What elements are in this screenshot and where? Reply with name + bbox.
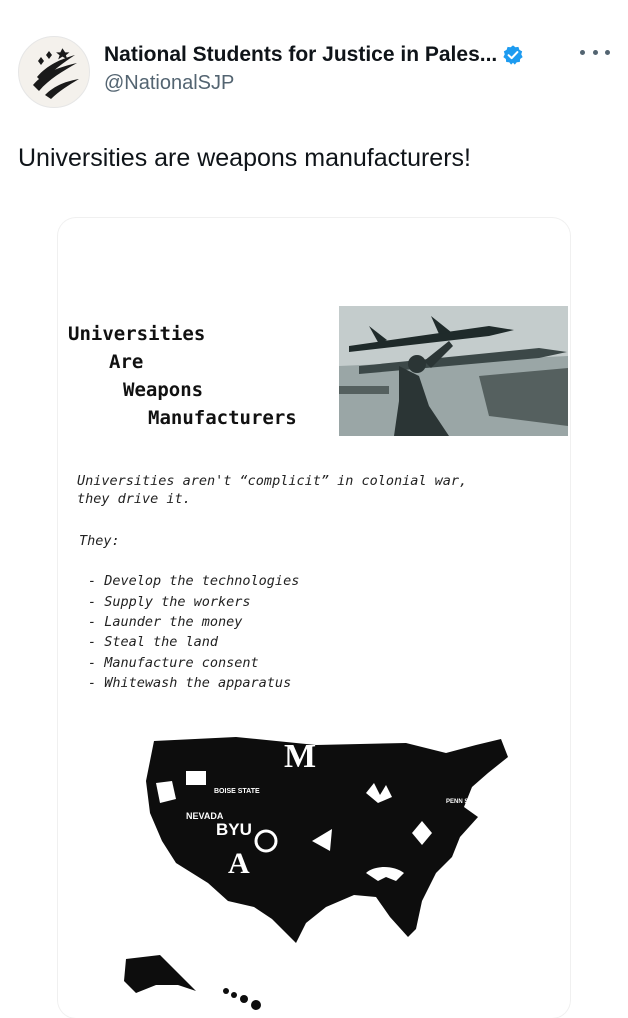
author-display-name[interactable]: National Students for Justice in Pales...: [104, 43, 498, 66]
soldier-missile-illustration: [339, 306, 568, 436]
map-logo-nevada: NEVADA: [186, 811, 224, 821]
map-logo-penn-state: PENN STATE: [446, 799, 484, 805]
poster-title-line-1: Universities: [68, 323, 206, 345]
poster-title-line-4: Manufacturers: [148, 407, 297, 429]
poster-list-item: - Launder the money: [88, 614, 243, 630]
poster-they-label: They:: [79, 533, 120, 549]
poster-intro-line-2: they drive it.: [77, 491, 191, 507]
poster-list-item: - Supply the workers: [88, 594, 251, 610]
map-logo-byu: BYU: [216, 820, 252, 839]
poster-list-item: - Steal the land: [88, 634, 219, 650]
author-handle[interactable]: @NationalSJP: [104, 72, 235, 94]
more-icon[interactable]: [580, 40, 610, 64]
author-name-row[interactable]: [104, 40, 574, 70]
map-logo-a: A: [228, 847, 250, 880]
birds-logo-icon: [19, 37, 89, 107]
map-logo-boise: BOISE STATE: [214, 788, 260, 795]
poster-intro-line-1: Universities aren't “complicit” in colonial war,: [77, 473, 468, 489]
us-map-university-logos: [116, 723, 516, 1018]
tweet-header: [0, 0, 628, 110]
poster-title-line-2: Are: [109, 351, 144, 373]
verified-badge-icon: [502, 44, 524, 66]
avatar[interactable]: [18, 36, 90, 108]
poster-list-item: - Manufacture consent: [88, 655, 259, 671]
poster-list-item: - Whitewash the apparatus: [88, 675, 292, 691]
tweet-image[interactable]: [58, 218, 570, 1018]
poster-title-line-3: Weapons: [123, 379, 204, 401]
tweet-text: Universities are weapons manufacturers!: [18, 144, 471, 172]
map-logo-m: M: [284, 738, 317, 775]
poster-list-item: - Develop the technologies: [88, 573, 300, 589]
soldier-missile-photo: [339, 306, 568, 436]
